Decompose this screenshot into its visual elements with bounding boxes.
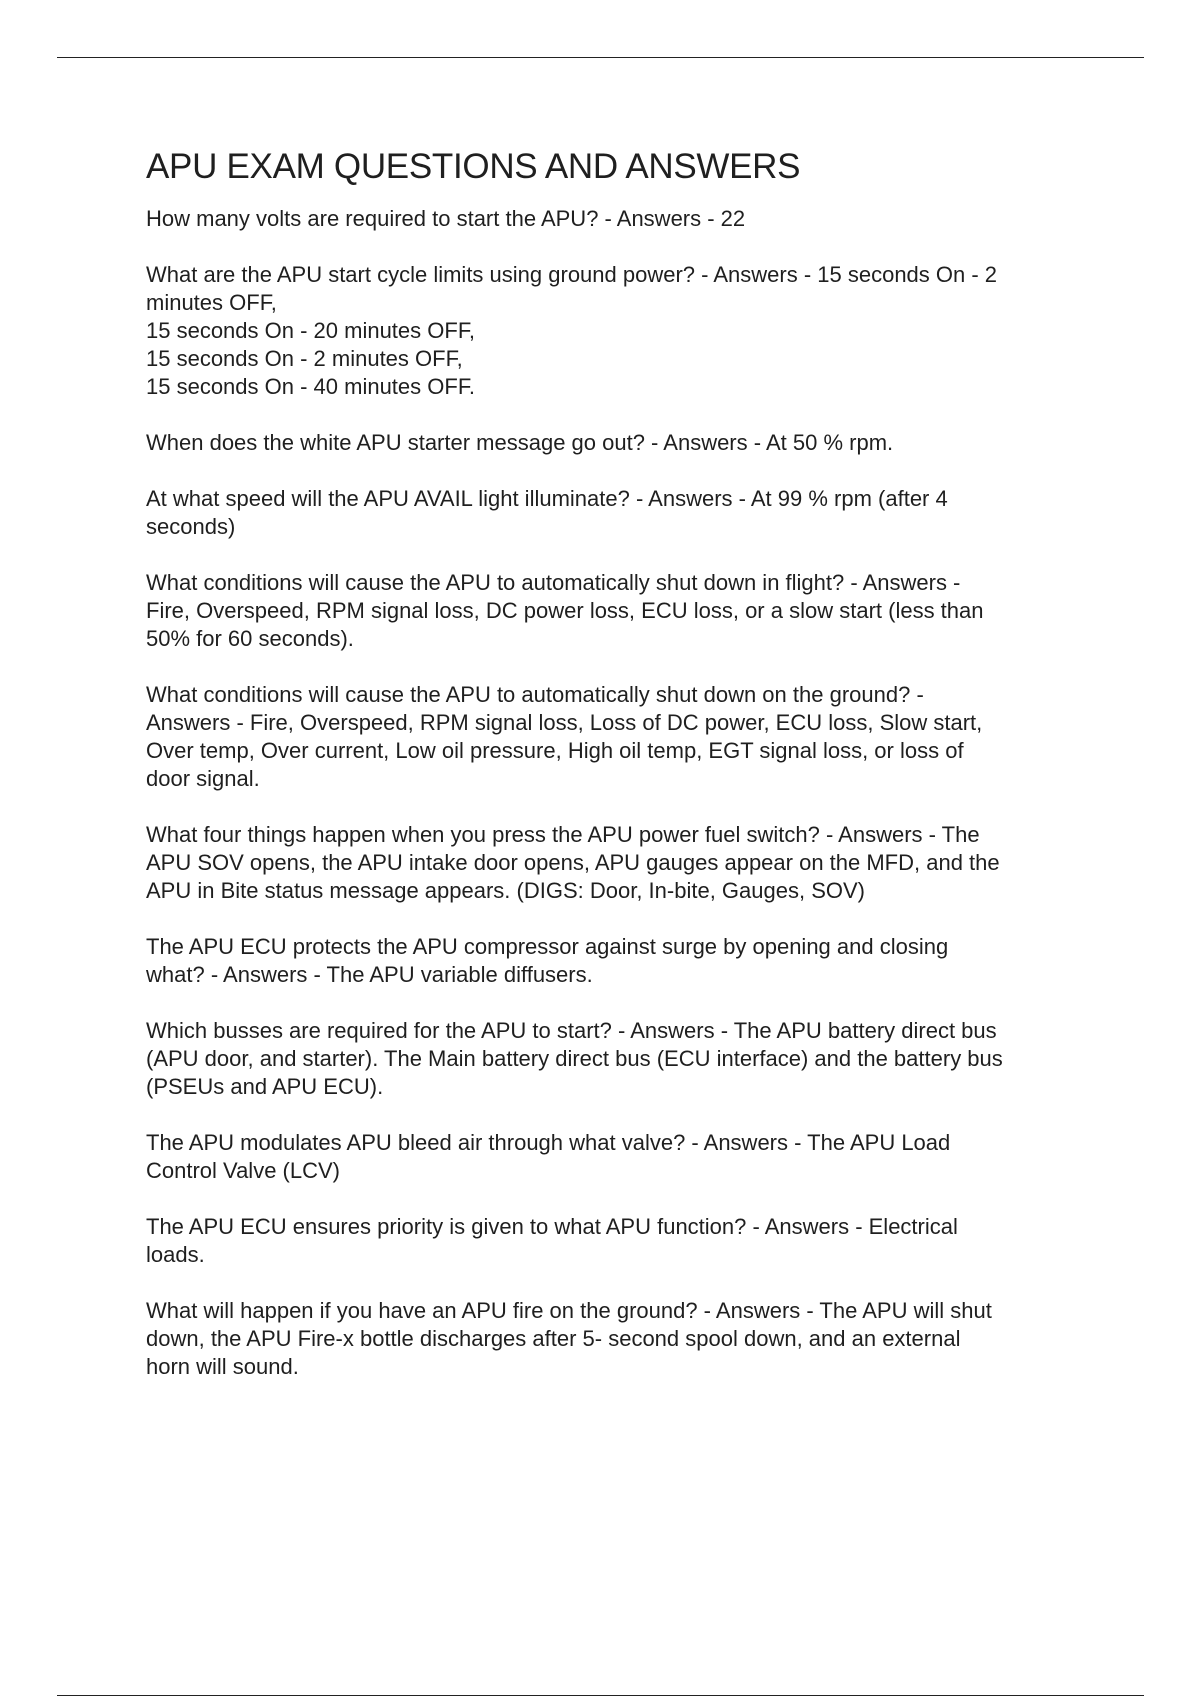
qa-item-3: When does the white APU starter message go out? - Answers - At 50 % rpm. bbox=[146, 430, 894, 455]
qa-item-7: What four things happen when you press the APU power fuel switch? - Answers - The APU SOV opens, the APU intake door opens, APU gauges appear on the MFD, and the APU in Bite status message appears. (DIGS: Door, In-bite, Gauges, SOV) bbox=[146, 822, 1000, 903]
qa-item-9: Which busses are required for the APU to start? - Answers - The APU battery direct bus (APU door, and starter). The Main battery direct bus (ECU interface) and the battery bus (PSEUs and APU ECU). bbox=[146, 1018, 1003, 1099]
page-title: APU EXAM QUESTIONS AND ANSWERS bbox=[146, 147, 801, 186]
qa-item-12: What will happen if you have an APU fire on the ground? - Answers - The APU will shut down, the APU Fire-x bottle discharges after 5- second spool down, and an external horn will sound. bbox=[146, 1298, 992, 1379]
qa-item-4: At what speed will the APU AVAIL light illuminate? - Answers - At 99 % rpm (after 4 seconds) bbox=[146, 486, 948, 539]
bottom-divider bbox=[57, 1695, 1144, 1696]
qa-item-6: What conditions will cause the APU to automatically shut down on the ground? - Answers - Fire, Overspeed, RPM signal loss, Loss of DC power, ECU loss, Slow start, Over temp, Over current, Low oil pressure, High oil temp, EGT signal loss, or loss of door signal. bbox=[146, 682, 983, 791]
qa-item-1: How many volts are required to start the APU? - Answers - 22 bbox=[146, 206, 746, 231]
qa-item-2: What are the APU start cycle limits using ground power? - Answers - 15 seconds On - 2 minutes OFF, 15 seconds On - 20 minutes OFF, 15 seconds On - 2 minutes OFF, 15 seconds On - 40 minutes OFF. bbox=[146, 262, 998, 399]
document-body bbox=[146, 145, 1096, 1409]
qa-item-11: The APU ECU ensures priority is given to what APU function? - Answers - Electrical loads. bbox=[146, 1214, 958, 1267]
qa-item-10: The APU modulates APU bleed air through what valve? - Answers - The APU Load Control Valve (LCV) bbox=[146, 1130, 951, 1183]
top-divider bbox=[57, 57, 1144, 58]
qa-item-5: What conditions will cause the APU to automatically shut down in flight? - Answers - Fire, Overspeed, RPM signal loss, DC power loss, ECU loss, or a slow start (less than 50% for 60 seconds). bbox=[146, 570, 984, 651]
qa-item-8: The APU ECU protects the APU compressor against surge by opening and closing what? - Answers - The APU variable diffusers. bbox=[146, 934, 949, 987]
